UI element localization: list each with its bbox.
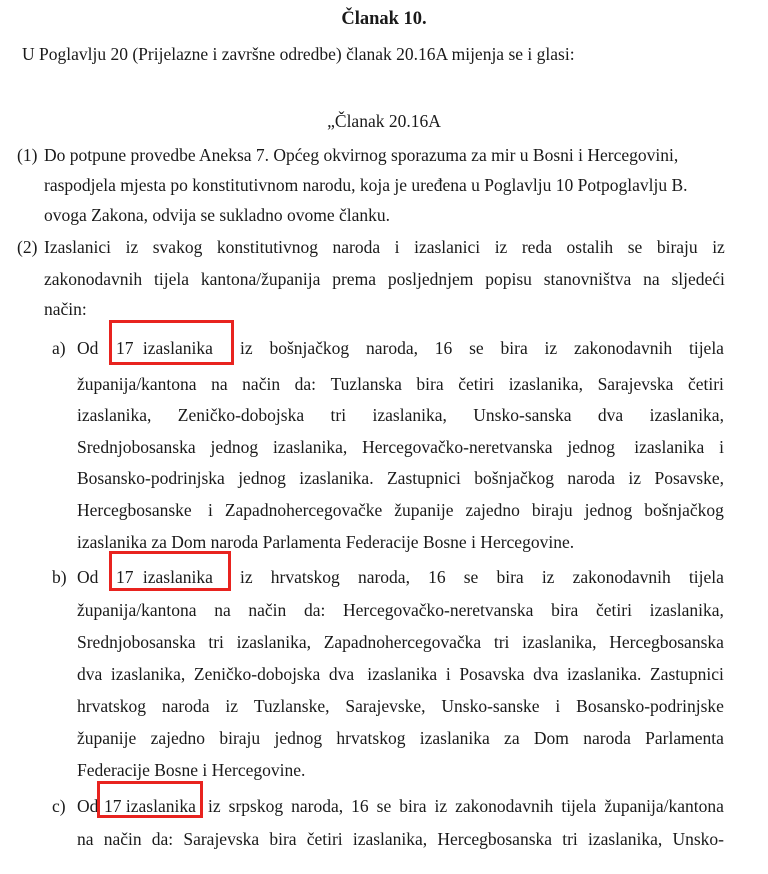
word: tijela: [154, 269, 189, 289]
word: zajedno: [465, 500, 520, 520]
word: iz: [494, 237, 508, 257]
word: Bosansko-podrinjske: [576, 696, 724, 716]
word: da:: [294, 374, 317, 394]
word: se: [463, 567, 479, 587]
word: bira: [551, 600, 579, 620]
word: se: [627, 237, 643, 257]
word: tri: [493, 632, 510, 652]
word: jednog: [274, 728, 323, 748]
word: izaslanika: [634, 437, 705, 457]
item-a-line: [240, 337, 724, 359]
word: da:: [151, 829, 174, 849]
word: izaslanika,: [110, 664, 186, 684]
word: iz: [628, 468, 642, 488]
word: jednog: [210, 437, 259, 457]
word: srpskog: [228, 796, 284, 816]
word: 16: [351, 796, 369, 816]
item-a-line: [77, 467, 724, 489]
item-a-highlight-text: 17 izaslanika: [116, 338, 213, 358]
word: bira: [500, 338, 528, 358]
word: naroda: [332, 237, 381, 257]
word: izaslanika: [367, 664, 438, 684]
item-c-line: [208, 795, 724, 817]
p1-number: (1): [17, 145, 38, 165]
word: Zapadnohercegovačke: [224, 500, 383, 520]
word: prema: [332, 269, 376, 289]
word: naroda,: [357, 567, 410, 587]
item-b-line: [77, 695, 724, 717]
word: Sarajevska: [183, 829, 260, 849]
word: zakonodavnih: [455, 796, 554, 816]
item-b-line: [77, 663, 724, 685]
word: tijela: [688, 338, 724, 358]
word: Tuzlanske,: [253, 696, 330, 716]
word: jednog: [238, 468, 286, 488]
word: izaslanika,: [649, 600, 724, 620]
item-b-line: [77, 631, 724, 653]
word: način: [248, 600, 287, 620]
word: biraju: [656, 237, 698, 257]
word: izaslanika,: [372, 405, 447, 425]
word: županija/kantona: [77, 600, 197, 620]
word: stanovništva: [543, 269, 632, 289]
word: reda: [521, 237, 552, 257]
item-a-line: [77, 499, 724, 521]
word: iz: [240, 567, 253, 587]
word: iz: [541, 567, 555, 587]
word: Hercegbosanska: [609, 632, 724, 652]
word: na: [214, 600, 231, 620]
word: jednog: [567, 437, 620, 457]
word: Unsko-sanske: [441, 696, 540, 716]
p1-line: raspodjela mjesta po konstitutivnom narodu, koja je uređena u Poglavlju 10 Potpoglavlju B.: [44, 175, 688, 195]
p1-line: ovoga Zakona, odvija se sukladno ovome članku.: [44, 205, 391, 225]
word: Srednjobosanska: [77, 632, 196, 652]
p1-line: Do potpune provedbe Aneksa 7. Općeg okvirnog sporazuma za mir u Bosni i Hercegovini,: [44, 145, 679, 165]
word: izaslanika.: [567, 664, 642, 684]
item-b-line: [77, 727, 724, 749]
word: Bosansko-podrinjska: [77, 468, 225, 488]
article-heading: Članak 10.: [341, 9, 427, 29]
p2-line: način:: [44, 299, 87, 319]
word: se: [376, 796, 392, 816]
word: način: [242, 374, 281, 394]
word: izaslanika,: [272, 437, 348, 457]
word: Zeničko-dobojska: [193, 664, 321, 684]
word: izaslanika,: [522, 632, 597, 652]
word: zakonodavnih: [573, 338, 673, 358]
item-a-label: a): [52, 338, 66, 358]
item-a-line: [77, 373, 724, 395]
word: na: [211, 374, 228, 394]
word: bira: [399, 796, 427, 816]
item-b-line: Federacije Bosne i Hercegovine.: [77, 760, 306, 780]
word: i: [555, 696, 561, 716]
word: izaslanika,: [587, 829, 663, 849]
word: Sarajevska: [597, 374, 674, 394]
item-a-line: izaslanika za Dom naroda Parlamenta Federacije Bosne i Hercegovine.: [77, 532, 575, 552]
word: dva: [597, 405, 624, 425]
item-c-line: [77, 828, 724, 850]
word: na: [643, 269, 660, 289]
word: Posavska: [459, 664, 525, 684]
word: i: [445, 664, 451, 684]
word: iz: [712, 237, 725, 257]
word: izaslanika,: [508, 374, 584, 394]
word: Srednjobosanska: [77, 437, 196, 457]
word: iz: [240, 338, 253, 358]
word: tri: [208, 632, 224, 652]
word: Zeničko-dobojska: [177, 405, 305, 425]
word: Hercegbosanske: [77, 500, 197, 520]
word: županije: [394, 500, 454, 520]
word: Zastupnici: [650, 664, 724, 684]
word: izaslanika,: [77, 405, 152, 425]
word: za: [504, 728, 520, 748]
word: Izaslanici: [44, 237, 112, 257]
word: svakog: [152, 237, 203, 257]
word: naroda: [161, 696, 210, 716]
word: Hercegovačko-neretvanska: [362, 437, 553, 457]
item-b-highlight-text: 17 izaslanika: [116, 567, 213, 587]
word: Unsko-sanska: [473, 405, 572, 425]
word: četiri: [687, 374, 724, 394]
p2-line: [44, 268, 725, 290]
item-c-highlight-text: 17 izaslanika: [104, 796, 196, 816]
word: Tuzlanska: [330, 374, 402, 394]
word: 16: [434, 338, 453, 358]
word: iz: [125, 237, 139, 257]
word: Dom: [533, 728, 569, 748]
word: hrvatskog: [336, 728, 406, 748]
word: bošnjačkog: [644, 500, 724, 520]
item-b-label: b): [52, 567, 67, 587]
word: izaslanici: [414, 237, 481, 257]
item-c-label: c): [52, 796, 66, 816]
word: Hercegbosanska: [437, 829, 553, 849]
word: četiri: [458, 374, 495, 394]
item-a-od: Od: [77, 338, 99, 358]
word: zakonodavnih: [44, 269, 143, 289]
word: i: [394, 237, 400, 257]
word: hrvatskog: [270, 567, 340, 587]
word: tijela: [688, 567, 724, 587]
word: biraju: [219, 728, 261, 748]
word: tijela: [561, 796, 597, 816]
word: i: [208, 500, 213, 520]
word: naroda: [567, 468, 616, 488]
intro-text: U Poglavlju 20 (Prijelazne i završne odredbe) članak 20.16A mijenja se i glasi:: [22, 44, 575, 64]
p2-line: [44, 236, 725, 258]
word: naroda: [583, 728, 631, 748]
word: četiri: [306, 829, 343, 849]
item-b-line: [240, 566, 724, 588]
word: Sarajevske,: [345, 696, 426, 716]
item-b-od: Od: [77, 567, 99, 587]
word: iz: [544, 338, 558, 358]
word: iz: [225, 696, 238, 716]
word: Hercegovačko-neretvanska: [343, 600, 534, 620]
word: popisu: [485, 269, 532, 289]
word: kantona/županija: [200, 269, 321, 289]
word: izaslanika.: [299, 468, 374, 488]
word: zakonodavnih: [572, 567, 671, 587]
word: dva: [77, 664, 103, 684]
word: biraju: [531, 500, 573, 520]
word: jednog: [584, 500, 633, 520]
word: konstitutivnog: [216, 237, 318, 257]
word: tri: [562, 829, 578, 849]
word: zajedno: [150, 728, 206, 748]
word: bira: [496, 567, 524, 587]
word: 16: [428, 567, 446, 587]
word: na: [77, 829, 94, 849]
word: izaslanika,: [352, 829, 428, 849]
word: se: [469, 338, 484, 358]
word: i: [719, 437, 724, 457]
word: Zastupnici: [386, 468, 461, 488]
word: županije: [77, 728, 137, 748]
item-a-line: [77, 404, 724, 426]
word: naroda,: [365, 338, 418, 358]
word: Zapadnohercegovačka: [323, 632, 482, 652]
word: ostalih: [566, 237, 614, 257]
word: Posavske,: [654, 468, 724, 488]
word: bošnjačkog: [269, 338, 350, 358]
word: dva: [533, 664, 559, 684]
item-b-line: [77, 599, 724, 621]
word: način: [103, 829, 142, 849]
word: bira: [416, 374, 444, 394]
word: izaslanika: [419, 728, 490, 748]
item-a-line: [77, 436, 724, 458]
word: županija/kantona: [77, 374, 197, 394]
item-c-od: Od: [77, 796, 99, 816]
word: sljedeći: [671, 269, 725, 289]
word: Parlamenta: [645, 728, 724, 748]
article-title: „Članak 20.16A: [327, 111, 441, 131]
word: da:: [303, 600, 326, 620]
word: četiri: [595, 600, 632, 620]
word: posljednjem: [387, 269, 474, 289]
word: iz: [208, 796, 221, 816]
word: hrvatskog: [77, 696, 147, 716]
word: bošnjačkog: [474, 468, 554, 488]
word: dva: [328, 664, 359, 684]
word: iz: [434, 796, 448, 816]
word: Unsko-: [672, 829, 724, 849]
word: izaslanika,: [649, 405, 724, 425]
word: županija/kantona: [604, 796, 724, 816]
word: naroda,: [291, 796, 344, 816]
word: izaslanika,: [236, 632, 311, 652]
word: bira: [269, 829, 297, 849]
p2-number: (2): [17, 237, 38, 257]
word: tri: [330, 405, 347, 425]
